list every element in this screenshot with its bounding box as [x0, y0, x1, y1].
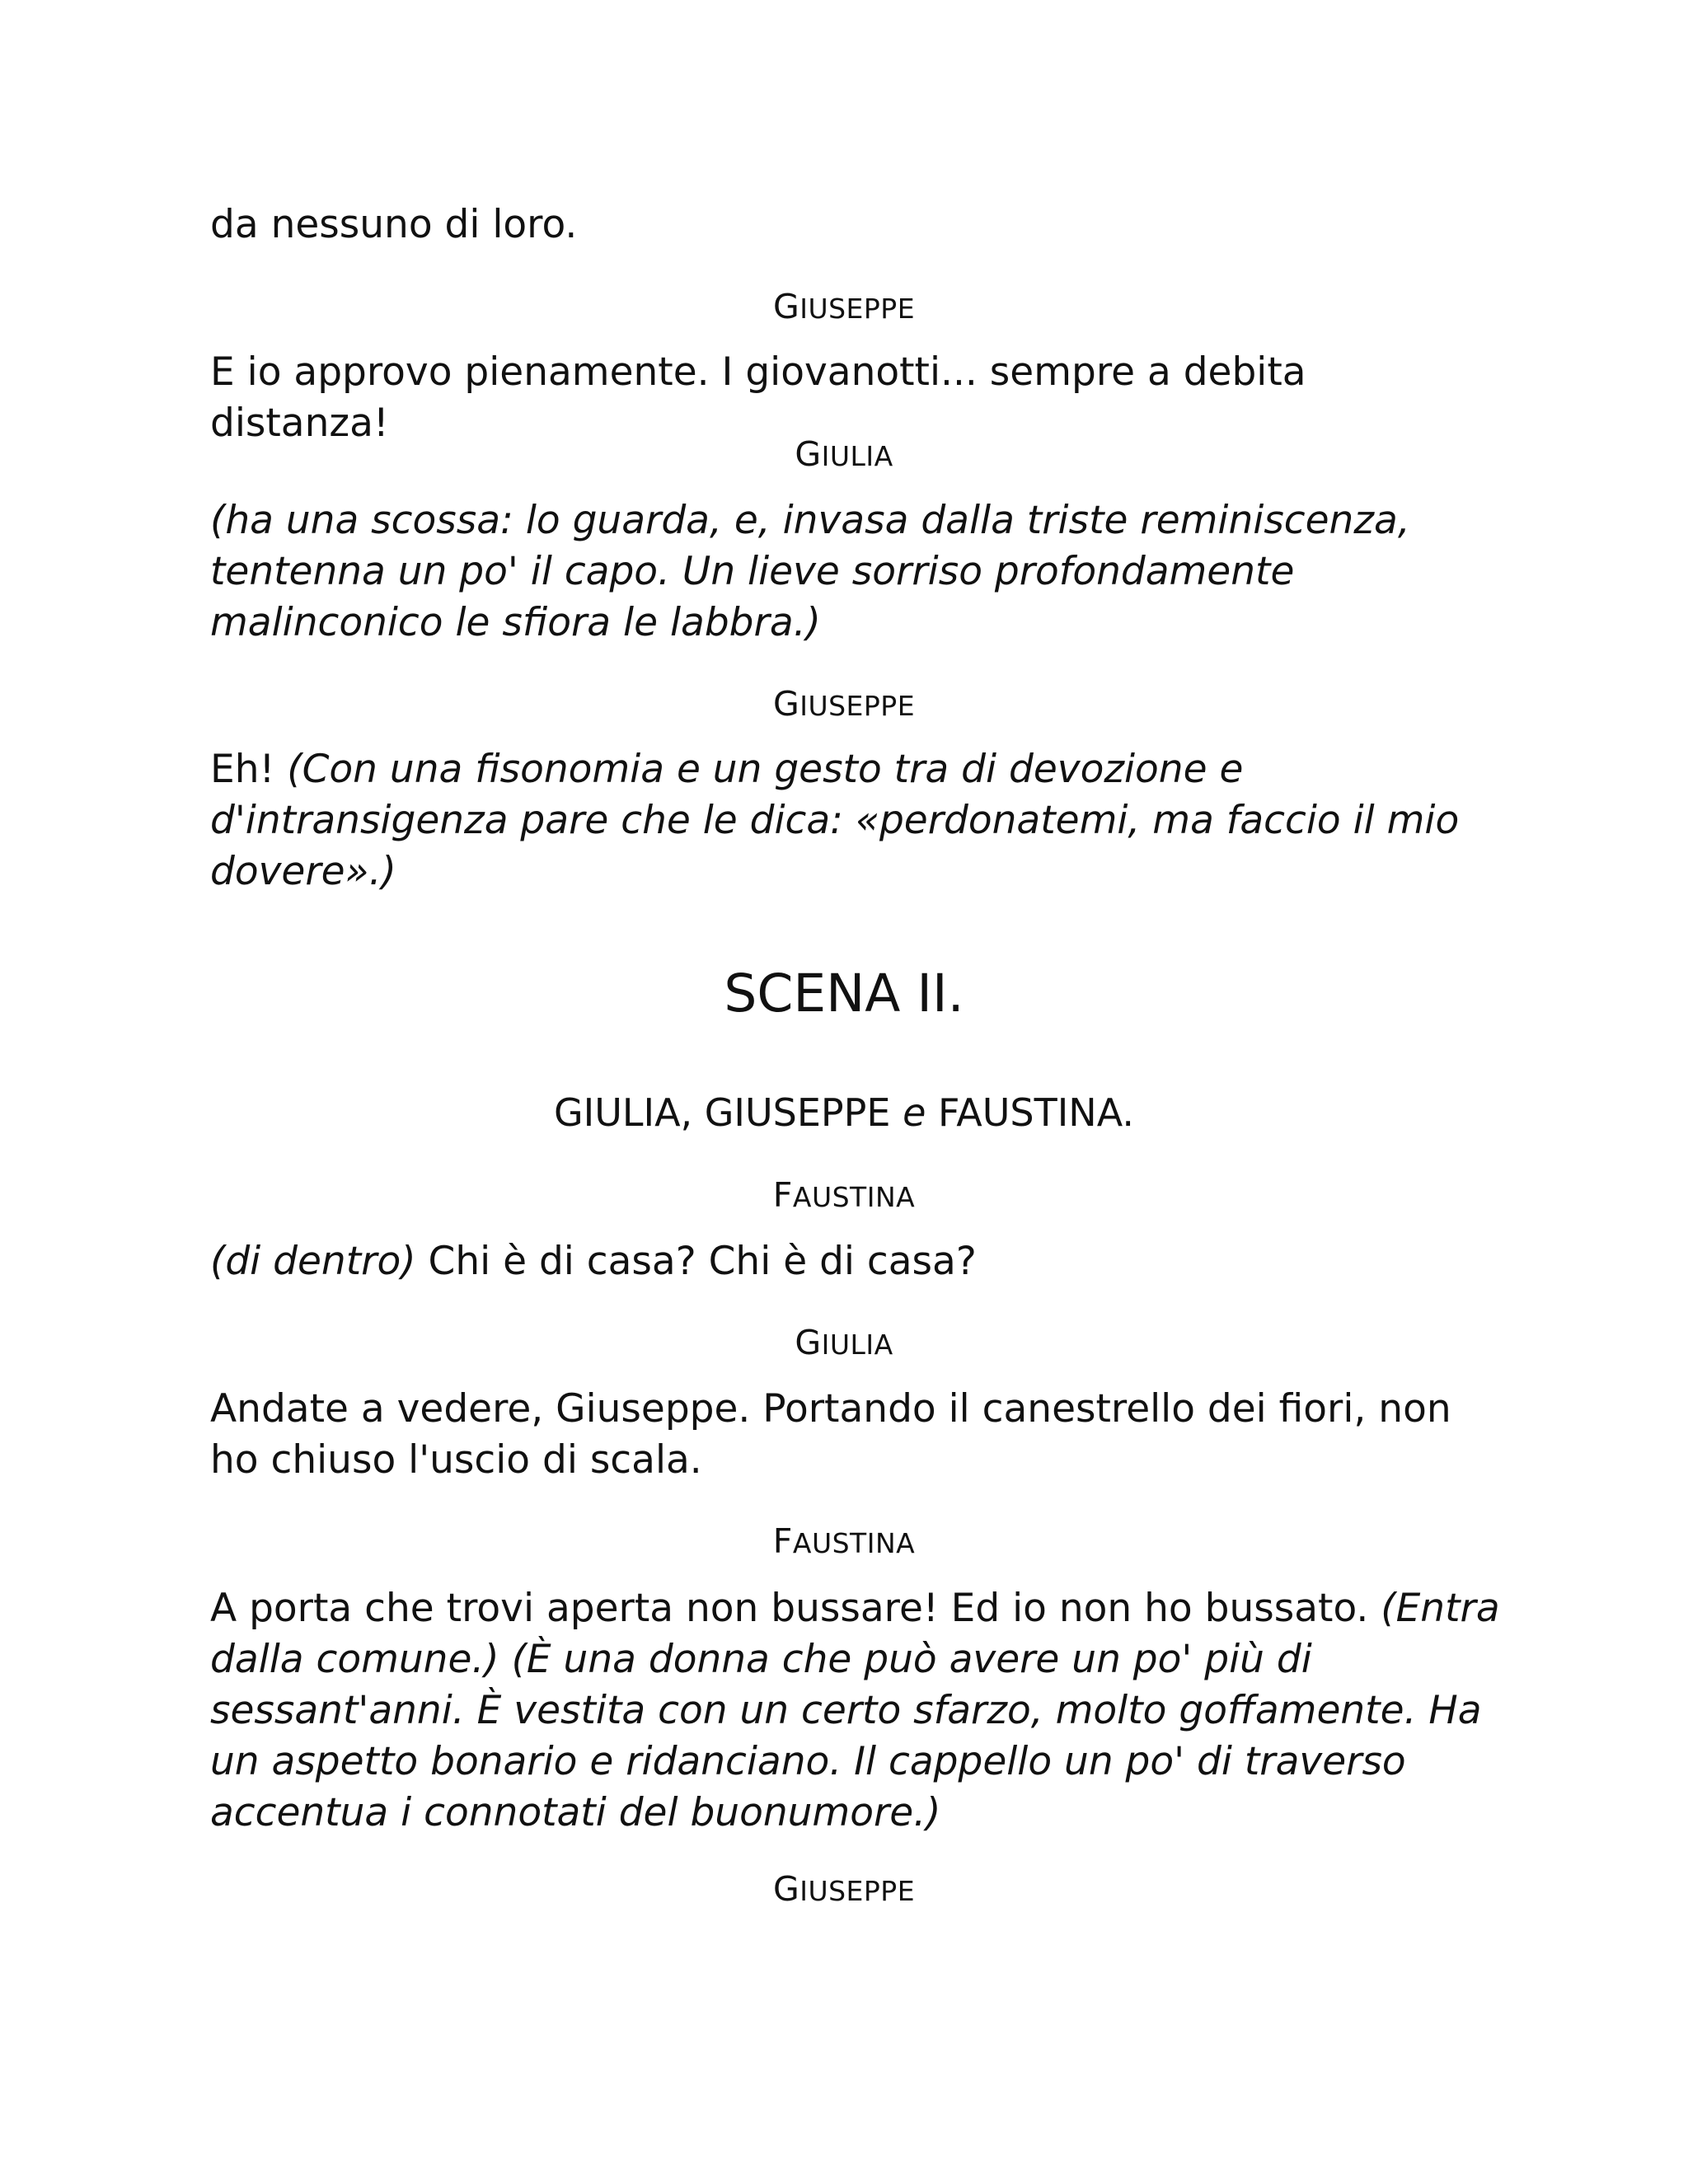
- speaker-rest: IUSEPPE: [799, 1875, 916, 1907]
- paragraph-text: da nessuno di loro.: [210, 202, 578, 247]
- paragraph-continuation: [210, 199, 1496, 251]
- speaker-rest: IULIA: [821, 440, 893, 472]
- dialogue-text: Andate a vedere, Giuseppe. Portando il canestrello dei fiori, non ho chiuso l'uscio di scala.: [210, 1386, 1451, 1483]
- speaker-name-giuseppe: [0, 684, 1688, 726]
- speaker-rest: AUSTINA: [792, 1181, 916, 1213]
- dialogue-text: Chi è di casa? Chi è di casa?: [415, 1239, 977, 1284]
- speaker-initial: G: [772, 684, 800, 724]
- dialogue-text: Eh!: [210, 747, 288, 792]
- cast-names: FAUSTINA.: [926, 1090, 1134, 1135]
- speaker-name-giuseppe: [0, 287, 1688, 329]
- speaker-name-faustina: [0, 1521, 1688, 1563]
- cast-names: GIULIA, GIUSEPPE: [554, 1090, 903, 1135]
- speaker-rest: AUSTINA: [792, 1527, 916, 1559]
- speaker-name-faustina: [0, 1175, 1688, 1217]
- scene-cast-list: [0, 1089, 1688, 1137]
- dialogue-line: [210, 744, 1504, 898]
- stage-direction: [210, 495, 1479, 649]
- speaker-name-giulia: [0, 1323, 1688, 1365]
- stage-direction-text: (ha una scossa: lo guarda, e, invasa dalla triste reminiscenza, tentenna un po' il capo. Un lieve sorriso profondamente malinconico le sfiora le labbra.): [210, 498, 1410, 645]
- dialogue-line: [210, 1583, 1512, 1839]
- speaker-initial: G: [772, 287, 800, 326]
- speaker-initial: F: [772, 1175, 793, 1215]
- stage-direction-text: (Entra dalla comune.) (È una donna che può avere un po' più di sessant'anni. È vestita con un certo sfarzo, molto goffamente. Ha un aspetto bonario e ridanciano. Il cappello un po' di traverso accentua i connotati del buonumore.): [210, 1586, 1500, 1835]
- speaker-rest: IUSEPPE: [799, 690, 916, 722]
- dialogue-text: E io approvo pienamente. I giovanotti... sempre a debita distanza!: [210, 349, 1306, 446]
- dialogue-line: [210, 1384, 1479, 1486]
- dialogue-text: A porta che trovi aperta non bussare! Ed io non ho bussato.: [210, 1586, 1381, 1631]
- scene-title: SCENA II.: [724, 963, 964, 1024]
- speaker-name-giuseppe: [0, 1869, 1688, 1911]
- speaker-rest: IUSEPPE: [799, 293, 916, 325]
- cast-conjunction: e: [903, 1090, 926, 1135]
- speaker-name-giulia: [0, 434, 1688, 476]
- speaker-initial: G: [772, 1869, 800, 1909]
- speaker-initial: G: [795, 434, 822, 474]
- speaker-initial: G: [795, 1323, 822, 1362]
- dialogue-line: [210, 1236, 1496, 1287]
- speaker-rest: IULIA: [821, 1329, 893, 1361]
- stage-direction-text: (di dentro): [210, 1239, 416, 1284]
- speaker-initial: F: [772, 1521, 793, 1561]
- stage-direction-text: (Con una fisonomia e un gesto tra di devozione e d'intransigenza pare che le dica: «perdonatemi, ma faccio il mio dovere».): [210, 747, 1460, 894]
